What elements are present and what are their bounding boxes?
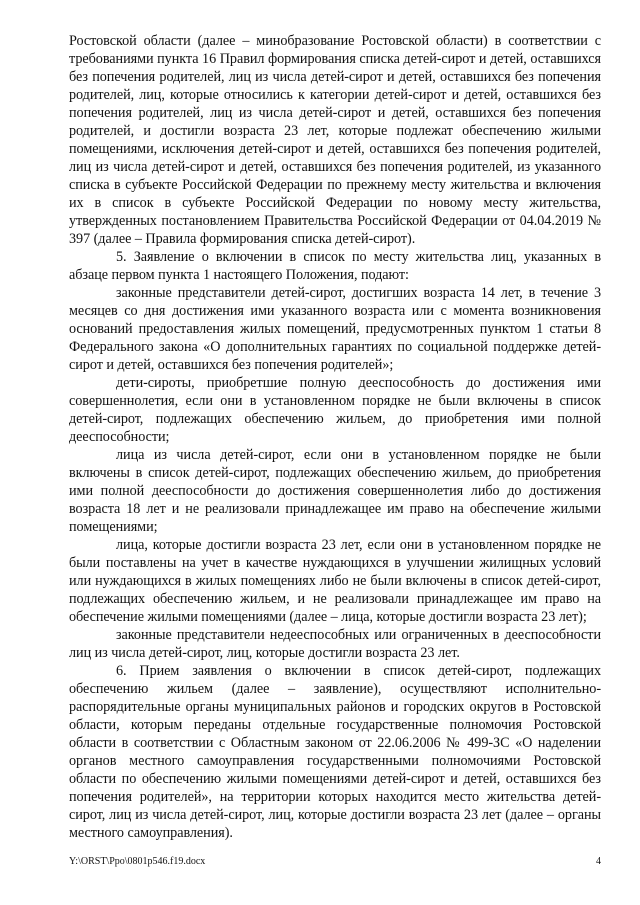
paragraph-continuation: Ростовской области (далее – минобразование Ростовской области) в соответствии с требованиями пункта 16 Правил формирования списка детей-сирот и детей, оставшихся без попечения родителей, лиц из числа детей-сирот и детей, оставшихся без попечения родителей, лиц, которые относились к категории детей-сирот и детей, оставшихся без попечения родителей, лиц из числа детей-сирот и детей, оставшихся без попечения родителей, и достигли возраста 23 лет, которые подлежат обеспечению жилыми помещениями, исключения детей-сирот и детей, оставшихся без попечения родителей, лиц из числа детей-сирот и детей, оставшихся без попечения родителей, из указанного списка в субъекте Российской Федерации по прежнему месту жительства и включения их в список в субъекте Российской Федерации по новому месту жительства, утвержденных постановлением Правительства Российской Федерации от 04.04.2019 № 397 (далее – Правила формирования списка детей-сирот).: [69, 33, 601, 247]
paragraph-legal-representatives: законные представители детей-сирот, достигших возраста 14 лет, в течение 3 месяцев со дня достижения ими указанного возраста или с момента возникновения оснований предоставления жилых помещений, предусмотренных пунктом 1 статьи 8 Федерального закона «О дополнительных гарантиях по социальной поддержке детей-сирот и детей, оставшихся без попечения родителей»;: [69, 285, 601, 373]
paragraph-item-6: 6. Прием заявления о включении в список детей-сирот, подлежащих обеспечению жильем (далее – заявление), осуществляют исполнительно-распорядительные органы муниципальных районов и городских округов в Ростовской области, которым переданы отдельные государственные полномочия Ростовской области в соответствии с Областным законом от 22.06.2006 № 499-ЗС «О наделении органов местного самоуправления государственными полномочиями Ростовской области по обеспечению жилыми помещениями детей-сирот и детей, оставшихся без попечения родителей», на территории которых находится место жительства детей-сирот, лиц из числа детей-сирот, лиц, которые достигли возраста 23 лет (далее – органы местного самоуправления).: [69, 663, 601, 841]
paragraph-item-5: 5. Заявление о включении в список по месту жительства лиц, указанных в абзаце первом пункта 1 настоящего Положения, подают:: [69, 249, 601, 283]
paragraph-persons-reached-23: лица, которые достигли возраста 23 лет, если они в установленном порядке не были поставлены на учет в качестве нуждающихся в улучшении жилищных условий или нуждающихся в жилых помещениях либо не были включены в список детей-сирот, подлежащих обеспечению жильем, и не реализовали принадлежащее им право на обеспечение жилыми помещениями (далее – лица, которые достигли возраста 23 лет);: [69, 537, 601, 625]
paragraph-full-capacity-orphans: дети-сироты, приобретшие полную дееспособность до достижения ими совершеннолетия, если они в установленном порядке не были включены в список детей-сирот, подлежащих обеспечению жильем, до приобретения ими полной дееспособности;: [69, 375, 601, 445]
file-path: Y:\ORST\Ppo\0801p546.f19.docx: [69, 856, 206, 867]
document-body: [69, 32, 601, 842]
page-number: 4: [596, 856, 601, 867]
page-footer: [69, 856, 601, 868]
paragraph-persons-from-orphans: лица из числа детей-сирот, если они в установленном порядке не были включены в список детей-сирот, подлежащих обеспечению жильем, до приобретения ими полной дееспособности до достижения совершеннолетия либо до достижения возраста 18 лет и не реализовали принадлежащее им право на обеспечение жилыми помещениями;: [69, 447, 601, 535]
paragraph-legal-representatives-incapacitated: законные представители недееспособных или ограниченных в дееспособности лиц из числа детей-сирот, лиц, которые достигли возраста 23 лет.: [69, 627, 601, 661]
